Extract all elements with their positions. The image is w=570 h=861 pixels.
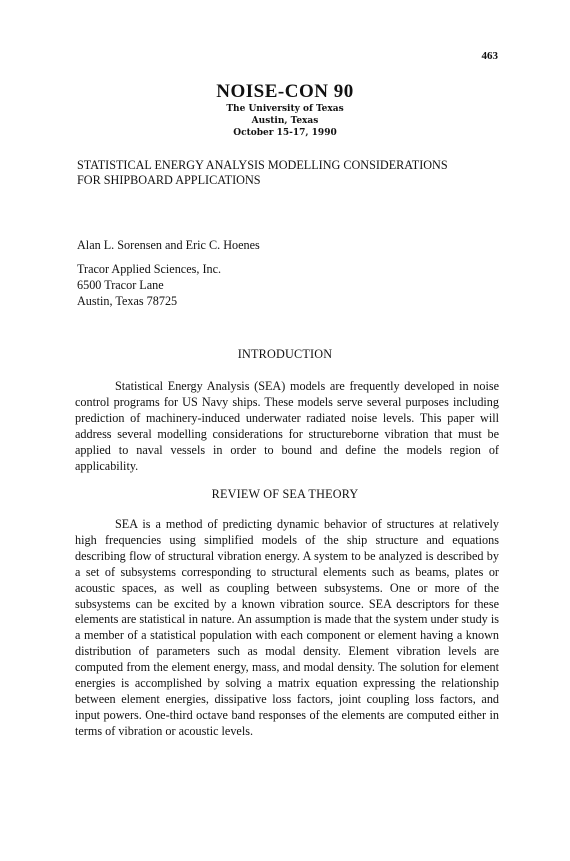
paper-authors: Alan L. Sorensen and Eric C. Hoenes: [77, 238, 260, 252]
page-number: 463: [481, 50, 498, 62]
review-paragraph: SEA is a method of predicting dynamic behavior of structures at relatively high frequencies using simplified models of the ship structure and equations describing flow of structural vibration energy. A system to be analyzed is described by a set of subsystems corresponding to structural elements such as beams, plates or acoustic spaces, as well as coupling between subsystems. One or more of the subsystems can be excited by a known vibration source. SEA descriptors for these elements are statistical in nature. An assumption is made that the system under study is a member of a statistical population with each component or element having a known distribution of parameters such as modal density. Element vibration levels are computed from the element energy, mass, and modal density. The solution for element energies is accomplished by solving a matrix equation expressing the relationship between element energies, dissipative loss factors, joint coupling loss factors, and input powers. One-third octave band responses of the elements are computed either in terms of vibration or acoustic levels.: [75, 517, 499, 738]
section-heading-introduction: INTRODUCTION: [237, 347, 333, 361]
affiliation-organization: Tracor Applied Sciences, Inc.: [77, 262, 222, 276]
conference-dates: October 15-17, 1990: [233, 128, 337, 138]
conference-location: Austin, Texas: [251, 116, 319, 126]
paper-title: [77, 158, 507, 188]
conference-name: NOISE-CON 90: [216, 81, 354, 102]
conference-institution: The University of Texas: [226, 104, 344, 114]
introduction-paragraph: Statistical Energy Analysis (SEA) models are frequently developed in noise control programs for US Navy ships. These models serve several purposes including prediction of machinery-induced underwater radiated noise levels. This paper will address several modelling considerations for structureborne vibration that must be applied to naval vessels in order to bound and define the models region of applicability.: [75, 379, 499, 473]
affiliation-city: Austin, Texas 78725: [77, 294, 178, 308]
author-affiliation: [77, 261, 221, 309]
affiliation-street: 6500 Tracor Lane: [77, 278, 164, 292]
section-heading-review: REVIEW OF SEA THEORY: [211, 487, 359, 501]
conference-header: [0, 81, 570, 139]
paper-title-line-1: STATISTICAL ENERGY ANALYSIS MODELLING CONSIDERATIONS: [77, 158, 448, 172]
paper-title-line-2: FOR SHIPBOARD APPLICATIONS: [77, 173, 261, 187]
